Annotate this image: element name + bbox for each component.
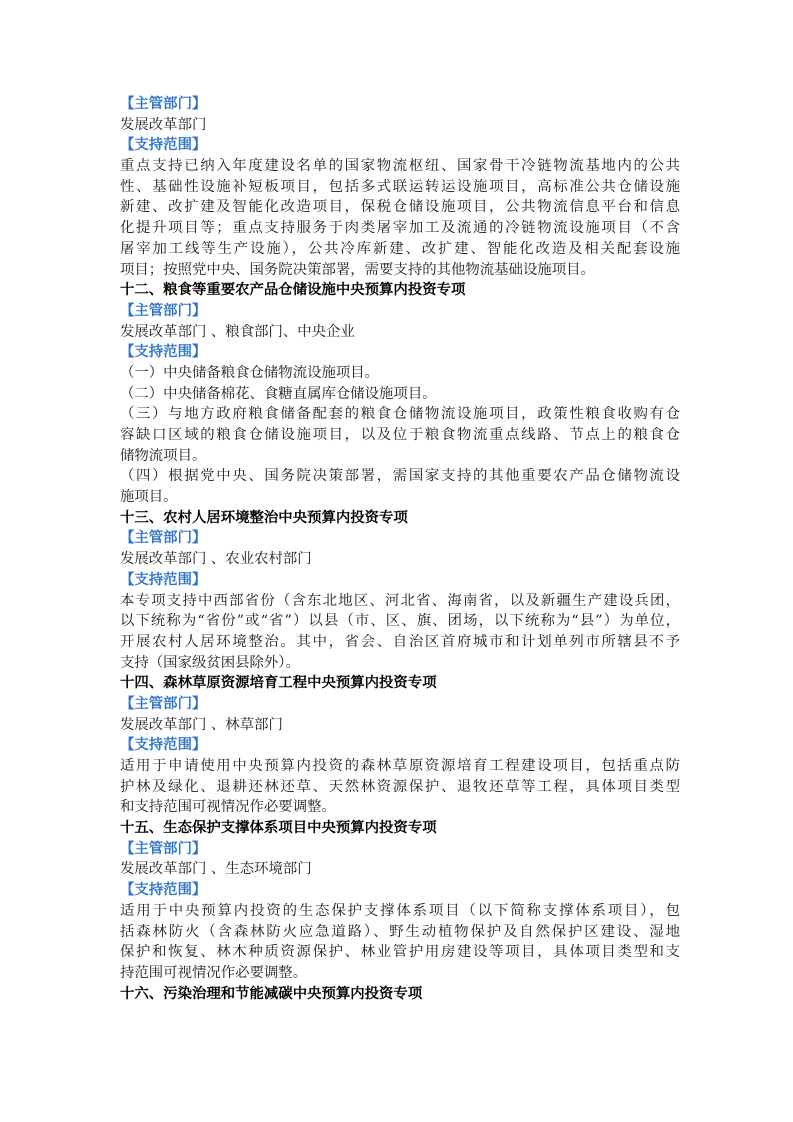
body-text-line: 容缺口区域的粮食仓储设施项目，以及位于粮食物流重点线路、节点上的粮食仓 (120, 427, 680, 443)
body-text-line: 持范围可视情况作必要调整。 (120, 964, 308, 981)
section-heading: 十二、粮食等重要农产品仓储设施中央预算内投资专项 (120, 282, 466, 299)
body-text-line: 重点支持已纳入年度建设名单的国家物流枢纽、国家骨干冷链物流基地内的公共 (120, 158, 680, 175)
section-heading: 十六、污染治理和节能减碳中央预算内投资专项 (120, 985, 423, 1002)
section-label: 【支持范围】 (120, 137, 207, 154)
body-text-line: 发展改革部门 、农业农村部门 (120, 551, 312, 568)
body-text-line: 适用于申请使用中央预算内投资的森林草原资源培育工程建设项目，包括重点防 (120, 758, 680, 774)
body-text-line: （二）中央储备棉花、食糖直属库仓储设施项目。 (120, 385, 437, 402)
section-label: 【主管部门】 (120, 530, 207, 547)
section-label: 【支持范围】 (120, 344, 207, 361)
section-label: 【主管部门】 (120, 840, 207, 857)
body-text-line: 储物流项目。 (120, 447, 207, 464)
body-text-line: 施项目。 (120, 489, 178, 506)
body-text-line: （一）中央储备粮食仓储物流设施项目。 (120, 364, 380, 381)
body-text-line: （四）根据党中央、国务院决策部署，需国家支持的其他重要农产品仓储物流设 (120, 468, 680, 485)
body-text-line: 支持（国家级贫困县除外）。 (120, 654, 300, 671)
body-text-line: （三）与地方政府粮食储备配套的粮食仓储物流设施项目，政策性粮食收购有仓 (120, 406, 680, 423)
body-text-line: 性、基础性设施补短板项目，包括多式联运转运设施项目，高标准公共仓储设施 (120, 178, 680, 195)
section-heading: 十三、农村人居环境整治中央预算内投资专项 (120, 509, 408, 526)
section-label: 【主管部门】 (120, 302, 207, 319)
section-heading: 十五、生态保护支撑体系项目中央预算内投资专项 (120, 820, 437, 837)
section-label: 【主管部门】 (120, 96, 207, 112)
section-label: 【支持范围】 (120, 571, 207, 588)
section-label: 【支持范围】 (120, 882, 207, 899)
section-heading: 十四、森林草原资源培育工程中央预算内投资专项 (120, 675, 437, 692)
body-text-line: 屠宰加工线等生产设施），公共冷库新建、改扩建、智能化改造及相关配套设施 (120, 240, 680, 257)
body-text-line: 发展改革部门 、林草部门 (120, 716, 283, 733)
body-text-line: 开展农村人居环境整治。其中，省会、自治区首府城市和计划单列市所辖县不予 (120, 633, 680, 650)
body-text-line: 发展改革部门 、生态环境部门 (120, 861, 312, 878)
section-label: 【主管部门】 (120, 695, 207, 712)
body-text-line: 本专项支持中西部省份（含东北地区、河北省、海南省，以及新疆生产建设兵团， (120, 592, 680, 609)
body-text-line: 化提升项目等；重点支持服务于肉类屠宰加工及流通的冷链物流设施项目（不含 (120, 220, 680, 237)
body-text-line: 保护和恢复、林木种质资源保护、林业管护用房建设等项目，具体项目类型和支 (120, 944, 680, 961)
body-text-line: 发展改革部门 、粮食部门、中央企业 (120, 323, 355, 340)
body-text-line: 护林及绿化、退耕还林还草、天然林资源保护、退牧还草等工程，具体项目类型 (120, 778, 680, 795)
body-text-line: 适用于中央预算内投资的生态保护支撑体系项目（以下简称支撑体系项目），包 (120, 902, 680, 919)
section-label: 【支持范围】 (120, 737, 207, 754)
body-text-line: 新建、改扩建及智能化改造项目，保税仓储设施项目，公共物流信息平台和信息 (120, 199, 680, 216)
body-text-line: 和支持范围可视情况作必要调整。 (120, 799, 336, 816)
document-page (120, 94, 680, 1004)
body-text-line: 项目；按照党中央、国务院决策部署，需要支持的其他物流基础设施项目。 (120, 261, 595, 278)
body-text-line: 以下统称为“省份”或“省”）以县（市、区、旗、团场，以下统称为“县”）为单位， (120, 613, 680, 630)
body-text-line: 括森林防火（含森林防火应急道路）、野生动植物保护及自然保护区建设、湿地 (120, 923, 680, 940)
body-text-line: 发展改革部门 (120, 116, 207, 133)
